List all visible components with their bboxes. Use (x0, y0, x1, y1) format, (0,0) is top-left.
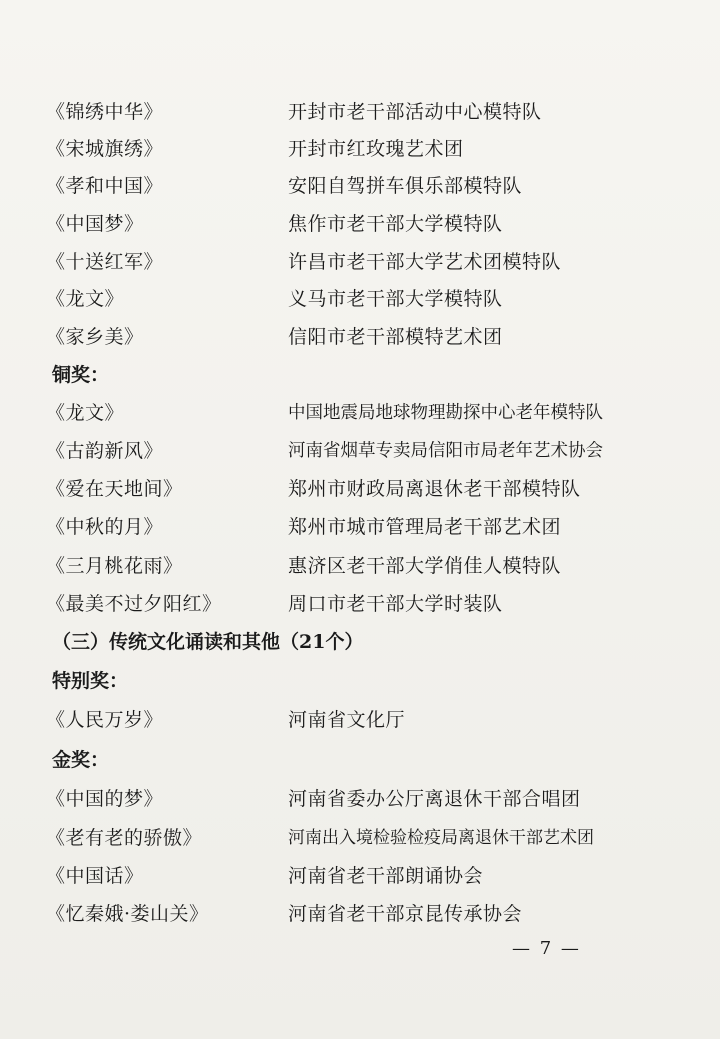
award-entry (46, 94, 686, 130)
work-title: 《锦绣中华》 (46, 101, 164, 123)
work-title: 《老有老的骄傲》 (46, 827, 203, 849)
award-entry (46, 509, 686, 545)
work-title: 《孝和中国》 (46, 175, 164, 197)
work-title: 《三月桃花雨》 (46, 555, 183, 577)
group-name: 郑州市财政局离退休老干部模特队 (288, 478, 581, 500)
award-entry (46, 395, 686, 431)
group-name: 开封市老干部活动中心模特队 (288, 101, 542, 123)
bronze-award-heading: 铜奖： (52, 364, 110, 386)
award-entry (46, 586, 686, 622)
award-entry (46, 319, 686, 355)
group-name: 河南省委办公厅离退休干部合唱团 (288, 788, 581, 810)
work-title: 《中秋的月》 (46, 516, 164, 538)
group-name: 中国地震局地球物理勘探中心老年模特队 (288, 403, 603, 423)
award-entry (46, 433, 686, 469)
group-name: 河南省老干部京昆传承协会 (288, 903, 523, 925)
work-title: 《中国的梦》 (46, 788, 164, 810)
award-entry (46, 131, 686, 167)
award-entry (46, 820, 686, 856)
page-number: — 7 — (512, 938, 581, 959)
work-title: 《中国话》 (46, 865, 144, 887)
group-name: 义马市老干部大学模特队 (288, 288, 503, 310)
work-title: 《最美不过夕阳红》 (46, 593, 222, 615)
section-title: （三）传统文化诵读和其他（21个） (52, 631, 364, 653)
group-name: 许昌市老干部大学艺术团模特队 (288, 251, 562, 273)
work-title: 《忆秦娥·娄山关》 (46, 903, 209, 925)
work-title: 《十送红军》 (46, 251, 164, 273)
group-name: 郑州市城市管理局老干部艺术团 (288, 516, 562, 538)
award-entry (46, 896, 686, 932)
award-entry (46, 168, 686, 204)
work-title: 《宋城旗绣》 (46, 138, 164, 160)
work-title: 《人民万岁》 (46, 709, 164, 731)
group-name: 河南省烟草专卖局信阳市局老年艺术协会 (288, 441, 603, 461)
group-name: 惠济区老干部大学俏佳人模特队 (288, 555, 562, 577)
work-title: 《中国梦》 (46, 213, 144, 235)
group-name: 周口市老干部大学时装队 (288, 593, 503, 615)
work-title: 《龙文》 (46, 402, 125, 424)
special-award-heading: 特别奖： (52, 670, 129, 692)
group-name: 河南出入境检验检疫局离退休干部艺术团 (288, 828, 594, 848)
group-name: 开封市红玫瑰艺术团 (288, 138, 464, 160)
work-title: 《爱在天地间》 (46, 478, 183, 500)
award-entry (46, 702, 686, 738)
work-title: 《家乡美》 (46, 326, 144, 348)
group-name: 河南省老干部朗诵协会 (288, 865, 484, 887)
award-entry (46, 858, 686, 894)
group-name: 信阳市老干部模特艺术团 (288, 326, 503, 348)
work-title: 《龙文》 (46, 288, 125, 310)
group-name: 焦作市老干部大学模特队 (288, 213, 503, 235)
group-name: 河南省文化厅 (288, 709, 406, 731)
award-entry (46, 244, 686, 280)
work-title: 《古韵新风》 (46, 440, 164, 462)
award-entry (46, 281, 686, 317)
award-entry (46, 548, 686, 584)
gold-award-heading: 金奖： (52, 749, 110, 771)
award-entry (46, 471, 686, 507)
award-entry (46, 781, 686, 817)
award-entry (46, 206, 686, 242)
group-name: 安阳自驾拼车俱乐部模特队 (288, 175, 523, 197)
